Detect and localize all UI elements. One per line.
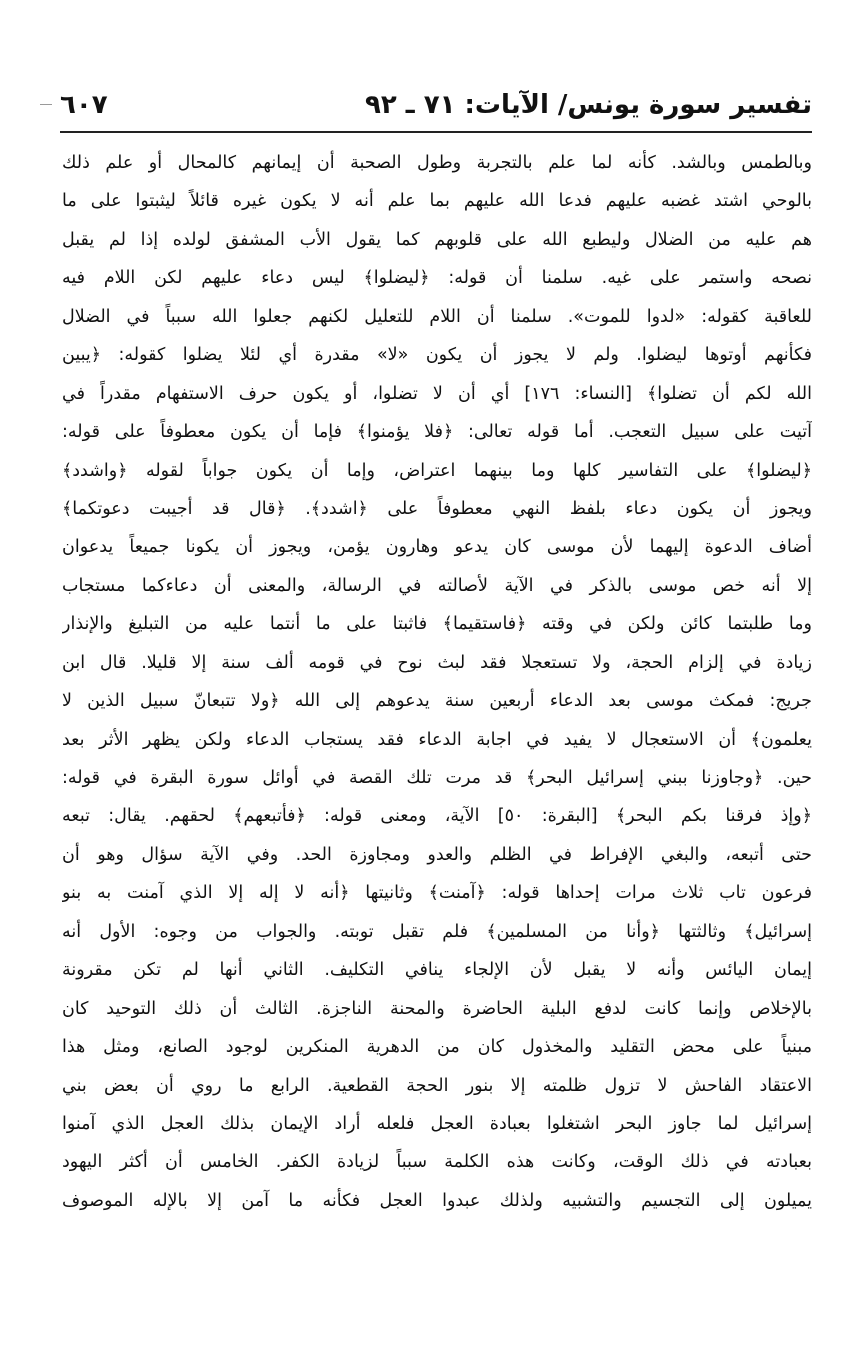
text-line: يعلمون﴾ أن الاستعجال لا يفيد في اجابة الدعاء فقد يستجاب الدعاء ولكن يظهر الأثر بعد: [62, 729, 812, 750]
text-line: إسرائيل لما جاوز البحر اشتغلوا بعبادة العجل فلعله أراد الإيمان بذلك العجل الذي آمنوا: [62, 1113, 812, 1134]
header-rule: [60, 131, 812, 133]
text-line: إيمان اليائس وأنه لا يقبل لأن الإلجاء ينافي التكليف. الثاني أنها لم تكن مقرونة: [62, 960, 812, 981]
text-line: بالوحي اشتد غضبه عليهم فدعا الله عليهم بما علم أنه لا يكون غيره قائلاً ليثبتوا على ما: [62, 191, 812, 212]
header-title: تفسير سورة يونس/ الآيات: ٧١ ـ ٩٢: [364, 90, 812, 120]
body-text: [62, 144, 812, 1220]
text-line: بالإخلاص وإنما كانت لدفع البلية الحاضرة والمحنة الناجزة. الثالث أن ذلك التوحيد كان: [62, 998, 812, 1019]
text-line: حين. ﴿وجاوزنا ببني إسرائيل البحر﴾ قد مرت تلك القصة في أوائل سورة البقرة في قوله:: [62, 768, 812, 788]
page-number: ٦٠٧: [60, 90, 108, 120]
text-line: الله لكم أن تضلوا﴾ [النساء: ١٧٦] أي أن لا تضلوا، أو يكون حرف الاستفهام مقدراً في: [62, 383, 812, 404]
text-line: مبنياً على محض التقليد والمخذول كان من الدهرية المنكرين لوجود الصانع، ومثل هذا: [62, 1037, 812, 1058]
text-line: بعبادته في ذلك الوقت، وكانت هذه الكلمة سبباً لزيادة الكفر. الخامس أن أكثر اليهود: [62, 1152, 812, 1173]
text-line: ﴿ليضلوا﴾ على التفاسير كلها وما بينهما اعتراض، وإما أن يكون جواباً لقوله ﴿واشدد﴾: [62, 460, 812, 481]
text-line: حتى أتبعه، والبغي الإفراط في الظلم والعدو ومجاوزة الحد. وفي الآية سؤال وهو أن: [62, 844, 812, 865]
text-line: ويجوز أن يكون دعاء بلفظ النهي معطوفاً على ﴿اشدد﴾. ﴿قال قد أجيبت دعوتكما﴾: [62, 498, 812, 519]
text-line: وبالطمس وبالشد. كأنه لما علم بالتجربة وطول الصحبة أن إيمانهم كالمحال أو علم ذلك: [62, 153, 812, 173]
text-line: زيادة في إلزام الحجة، ولا تستعجلا فقد لبث نوح في قومه ألف سنة إلا قليلا. قال ابن: [62, 652, 812, 673]
text-line: ﴿وإذ فرقنا بكم البحر﴾ [البقرة: ٥٠] الآية، ومعنى قوله: ﴿فأتبعهم﴾ لحقهم. يقال: تبعه: [62, 806, 812, 827]
text-line: أضاف الدعوة إليهما لأن موسى كان يدعو وهارون يؤمن، ويجوز أن يكونا جميعاً يدعوان: [62, 537, 812, 558]
running-header: [60, 88, 812, 128]
text-line: إلا أنه خص موسى بالذكر في الآية لأصالته في الرسالة، والمعنى أن دعاءكما مستجاب: [62, 575, 812, 596]
text-line: الاعتقاد الفاحش لا تزول ظلمته إلا بنور الحجة القطعية. الرابع ما روي أن بعض بني: [62, 1075, 812, 1096]
text-line: جريج: فمكث موسى بعد الدعاء أربعين سنة يدعوهم إلى الله ﴿ولا تتبعانّ سبيل الذين لا: [62, 691, 812, 712]
text-line: هم عليه من الضلال وليطبع الله على قلوبهم كما يقول الأب المشفق لولده إذا لم يقبل: [62, 229, 812, 250]
text-line: فرعون تاب ثلاث مرات إحداها قوله: ﴿آمنت﴾ وثانيتها ﴿أنه لا إله إلا الذي آمنت به بنو: [62, 883, 812, 904]
text-line: نصحه واستمر على غيه. سلمنا أن قوله: ﴿ليضلوا﴾ ليس دعاء عليهم لكن اللام فيه: [62, 268, 812, 289]
text-line: للعاقبة كقوله: «لدوا للموت». سلمنا أن اللام للتعليل لكنهم جعلوا الله سبباً في الضلال: [62, 306, 812, 327]
text-line: إسرائيل﴾ وثالثتها ﴿وأنا من المسلمين﴾ فلم تقبل توبته. والجواب من وجوه: الأول أنه: [62, 921, 812, 942]
text-line: آتيت على سبيل التعجب. أما قوله تعالى: ﴿فلا يؤمنوا﴾ فإما أن يكون معطوفاً على قوله:: [62, 422, 812, 443]
margin-mark: [40, 104, 52, 105]
text-line: يميلون إلى التجسيم والتشبيه ولذلك عبدوا العجل فكأنه ما آمن إلا بالإله الموصوف: [62, 1190, 812, 1211]
text-line: وما طلبتما كائن ولكن في وقته ﴿فاستقيما﴾ فاثبتا على ما أنتما عليه من التبليغ والإنذار: [62, 614, 812, 635]
text-line: فكأنهم أوتوها ليضلوا. ولم لا يجوز أن يكون «لا» مقدرة أي لئلا يضلوا كقوله: ﴿يبين: [62, 345, 812, 366]
